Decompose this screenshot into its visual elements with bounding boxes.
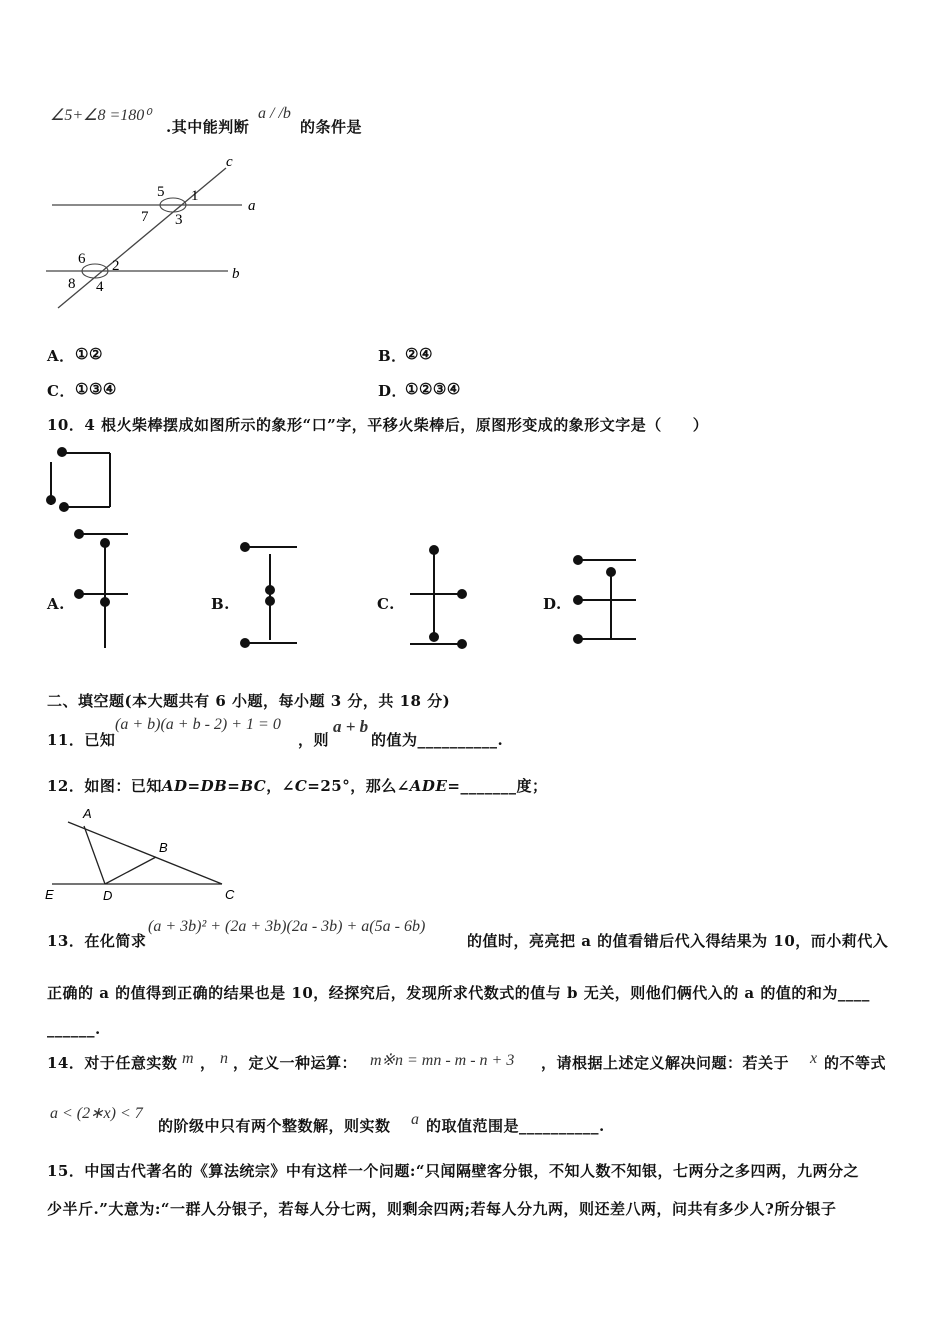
fig-label-C: C [225, 887, 235, 902]
q12-cond1: AD=DB=BC [161, 777, 267, 795]
q14-x: x [810, 1050, 818, 1067]
q14-prefix: 14．对于任意实数 [47, 1054, 178, 1072]
q15-line2: 少半斤.”大意为:“一群人分银子，若每人分七两，则剩余四两;若每人分九两，则还差八两，问共有多少人?所分银子 [47, 1200, 837, 1218]
q14-a: a [411, 1111, 419, 1128]
fig-label-3: 3 [175, 212, 183, 228]
q13-line1-rest: 的值时，亮亮把 a 的值看错后代入得结果为 10，而小莉代入 [467, 932, 889, 950]
q9-option-c-text: ①③④ [75, 380, 117, 398]
fig-label-c: c [226, 154, 233, 170]
q9-suffix: .其中能判断 [166, 118, 250, 136]
q13-line3: ______. [47, 1020, 101, 1038]
q9-option-a-letter: A． [47, 347, 75, 365]
fig-label-B: B [159, 840, 168, 855]
q12-deg: =25°，那么∠ [307, 777, 410, 795]
q13-line2: 正确的 a 的值得到正确的结果也是 10，经探究后，发现所求代数式的值与 b 无关，则他们俩代入的 a 的值的和为____ [47, 984, 870, 1002]
q9-tail: 的条件是 [300, 118, 363, 136]
q9-cond-ab: a / /b [258, 105, 291, 122]
q11-equation: (a + b)(a + b - 2) + 1 = 0 [115, 716, 281, 733]
q10-option-d: D. [543, 595, 562, 613]
q12-cond3: ADE [409, 777, 448, 795]
q11-prefix: 11．已知 [47, 731, 116, 749]
q10-text: 10．4 根火柴棒摆成如图所示的象形“口”字，平移火柴棒后，原图形变成的象形文字是（ ） [47, 416, 709, 434]
q12-mid: ，∠ [266, 777, 295, 795]
fig-label-7: 7 [141, 209, 149, 225]
fig-label-8: 8 [68, 276, 76, 292]
fig-label-2: 2 [112, 258, 120, 274]
fig-label-4: 4 [96, 279, 104, 295]
fig-label-6: 6 [78, 251, 86, 267]
q10-option-b: B. [211, 595, 230, 613]
q9-option-d-letter: D． [378, 382, 408, 400]
q9-option-d-text: ①②③④ [405, 380, 461, 398]
q14-line2-tail: 的取值范围是__________. [426, 1117, 605, 1135]
q9-option-b-text: ②④ [405, 345, 433, 363]
q9-option-b-letter: B． [378, 347, 407, 365]
q14-inequality: a < (2∗x) < 7 [50, 1105, 143, 1122]
q11-comma: ，则 [298, 731, 330, 749]
q12-prefix: 12．如图：已知 [47, 777, 162, 795]
q14-tail: 的不等式 [824, 1054, 887, 1072]
fig-label-E: E [45, 887, 54, 902]
q9-option-c-letter: C． [47, 382, 75, 400]
fig-label-a: a [248, 198, 256, 214]
q14-rest: ，请根据上述定义解决问题：若关于 [541, 1054, 790, 1072]
q11-expr: a + b [333, 717, 369, 736]
q15-line1: 15．中国古代著名的《算法统宗》中有这样一个问题:“只闻隔壁客分银，不知人数不知银，七两分之多四两，九两分之 [47, 1162, 860, 1180]
fig-label-1: 1 [191, 188, 199, 204]
q9-condition-math: ∠5+∠8 =180⁰ [50, 107, 151, 124]
q12-tail: =_______度； [447, 777, 548, 795]
q14-n: n [220, 1050, 228, 1067]
q13-prefix: 13．在化简求 [47, 932, 147, 950]
q10-option-a: A. [47, 595, 65, 613]
q14-line2: 的阶级中只有两个整数解，则实数 [158, 1117, 391, 1135]
section2-heading: 二、填空题(本大题共有 6 小题，每小题 3 分，共 18 分) [47, 692, 451, 710]
q9-option-a-text: ①② [75, 345, 103, 363]
fig-label-D: D [103, 888, 113, 903]
fig-label-b: b [232, 266, 240, 282]
q14-m: m [182, 1050, 194, 1067]
fig-label-5: 5 [157, 184, 165, 200]
q10-option-c: C. [377, 595, 395, 613]
q14-def: ，定义一种运算： [233, 1054, 358, 1072]
q14-sep: ， [200, 1054, 216, 1072]
q11-suffix: 的值为__________. [371, 731, 504, 749]
q14-op: m※n = mn - m - n + 3 [370, 1052, 515, 1069]
q12-cond2: C [294, 777, 308, 795]
q13-expression: (a + 3b)² + (2a + 3b)(2a - 3b) + a(5a - 6b) [148, 918, 426, 935]
fig-label-A: A [83, 806, 92, 821]
